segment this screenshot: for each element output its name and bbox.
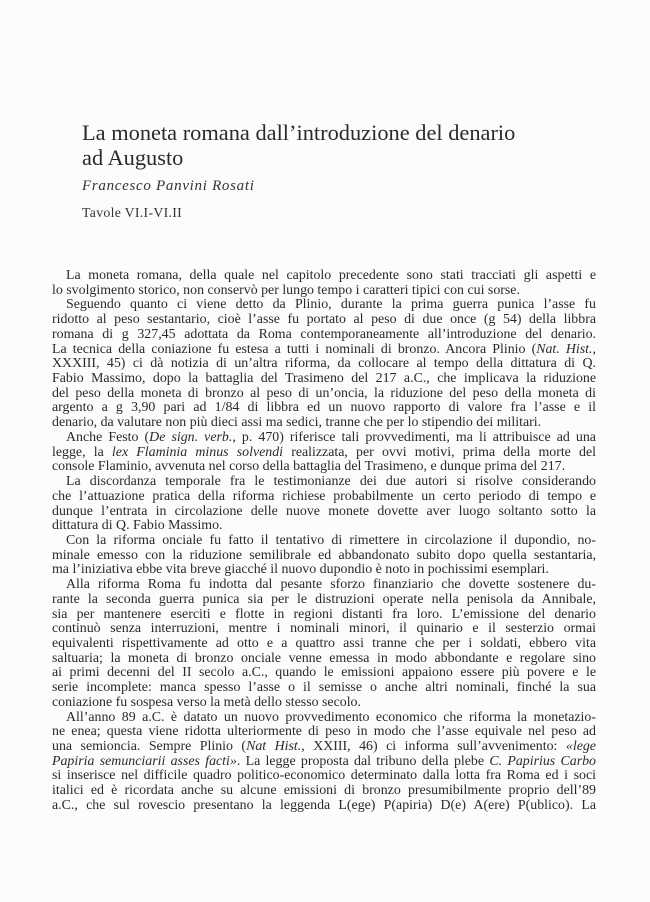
paragraph — [52, 711, 596, 814]
text-line — [52, 475, 596, 490]
text-run: , — [592, 341, 596, 357]
text-line — [52, 284, 596, 299]
text-line — [52, 608, 596, 623]
line-content — [52, 312, 596, 327]
text-run: All’anno 89 a.C. è datato un nuovo provvedimento economico che riforma la monetazio- — [66, 709, 596, 725]
line-content — [52, 651, 596, 666]
text-line — [52, 534, 596, 549]
chapter-title-line: ad Augusto — [82, 144, 184, 170]
text-run: denario, da valutare non più dieci assi ma sedici, tranne che per lo stipendio dei militari. — [52, 415, 542, 431]
text-run: coniazione fu sospesa verso la metà dello stesso secolo. — [52, 694, 361, 710]
line-content — [52, 518, 223, 533]
text-run: equivalenti rispettivamente ad otto e a quattro assi tranne che per i soldati, ebbero vita — [52, 635, 596, 651]
line-content — [52, 459, 565, 474]
text-line — [52, 622, 596, 637]
text-line — [52, 357, 596, 372]
text-line — [52, 769, 596, 784]
text-run: rante la seconda guerra punica sia per le distruzioni operate nella penisola da Annibale, — [52, 591, 596, 607]
paragraph — [52, 475, 596, 534]
text-run: Seguendo quanto ci viene detto da Plinio, durante la prima guerra punica l’asse fu — [66, 297, 596, 313]
text-run: romana di g 327,45 adottata da Roma contemporaneamente all’introduzione del denario. — [52, 326, 596, 342]
line-content — [52, 371, 596, 386]
author-name: Francesco Panvini Rosati — [82, 178, 255, 194]
plates-reference: Tavole VI.I-VI.II — [82, 205, 183, 220]
line-content — [52, 680, 596, 695]
text-run: saltuaria; la moneta di bronzo onciale venne emessa in modo abbondante e regolare sino — [52, 650, 596, 666]
text-run: a.C., che sul rovescio presentano la leggenda L(ege) P(apiria) D(e) A(ere) P(ublico). La — [52, 797, 596, 813]
line-content — [52, 548, 596, 563]
italic-text: Nat. Hist. — [536, 341, 593, 357]
text-run: La discordanza temporale fra le testimonianze dei due autori si risolve considerando — [66, 474, 596, 490]
text-run: del peso della moneta di bronzo al peso di un’oncia, la riduzione del peso della moneta di — [52, 385, 596, 401]
line-content — [52, 636, 596, 651]
chapter-title-line: La moneta romana dall’introduzione del denario — [82, 120, 516, 145]
text-run: una semioncia. Sempre Plinio ( — [52, 739, 247, 754]
text-line — [52, 519, 596, 534]
text-run: ne enea; questa viene ridotta ulteriormente di peso in modo che l’asse equivale nel peso ad — [52, 724, 596, 740]
text-line — [52, 460, 596, 475]
text-line — [52, 549, 596, 564]
line-content — [52, 386, 596, 401]
text-line — [52, 328, 596, 343]
line-content — [52, 607, 596, 622]
line-content — [66, 430, 596, 445]
line-content — [66, 710, 596, 725]
text-line — [52, 696, 596, 711]
line-content — [52, 754, 596, 769]
text-line — [52, 269, 596, 284]
text-line — [52, 578, 596, 593]
text-run: ma l’iniziativa ebbe vita breve giacché il nuovo dupondio è noto in pochissimi esemplari. — [52, 562, 549, 578]
line-content — [52, 783, 596, 798]
text-run: italici ed è ricordata anche su alcune emissioni di bronzo presumibilmente proprio dell’89 — [52, 783, 596, 799]
line-content — [52, 562, 549, 577]
line-content — [52, 356, 596, 371]
text-line — [52, 681, 596, 696]
paragraph — [52, 534, 596, 578]
text-line — [52, 446, 596, 461]
text-run: Alla riforma Roma fu indotta dal pesante sforzo finanziario che dovette sostenere du- — [66, 577, 596, 593]
line-content — [52, 489, 596, 504]
text-run: La moneta romana, della quale nel capitolo precedente sono stati tracciati gli aspetti e — [66, 268, 596, 283]
italic-text: Papiria semunciarii asses facti» — [52, 753, 237, 769]
text-line — [52, 725, 596, 740]
line-content — [52, 445, 596, 460]
text-line — [52, 593, 596, 608]
text-line — [52, 505, 596, 520]
italic-text: lex Flaminia minus solvendi — [111, 444, 284, 460]
line-content — [66, 297, 596, 312]
text-line — [52, 431, 596, 446]
text-run: ai primi decenni del II secolo a.C., quando le emissioni appaiono essere più povere e le — [52, 665, 596, 681]
paragraph — [52, 298, 596, 430]
text-run: lo svolgimento storico, non conservò per lungo tempo i caratteri tipici con cui sorse. — [52, 282, 520, 298]
text-run: serie incomplete: manca spesso l’asse o il semisse o anche altri nominali, finché la sua — [52, 680, 596, 696]
text-run: realizzata, per ovvi motivi, prima della morte del — [283, 444, 596, 460]
line-content — [52, 665, 596, 680]
line-content — [52, 695, 361, 710]
text-line — [52, 387, 596, 402]
italic-text: C. Papirius Carbo — [489, 753, 596, 769]
line-content — [52, 400, 596, 415]
text-line — [52, 563, 596, 578]
text-line — [52, 799, 596, 814]
text-run: XXXIII, 45) ci dà notizia di un’altra riforma, da collocare al tempo della dittatura di Q. — [52, 356, 596, 372]
text-run: minale emesso con la riduzione semilibrale ed abbandonato subito dopo quella sestantaria, — [52, 547, 596, 563]
text-line — [52, 755, 596, 770]
paragraph — [52, 578, 596, 710]
line-content — [66, 533, 596, 548]
line-content — [52, 342, 596, 357]
text-line — [52, 711, 596, 726]
text-run: console Flaminio, avvenuta nel corso della battaglia del Trasimeno, e dunque prima del 217. — [52, 459, 566, 475]
text-line — [52, 490, 596, 505]
line-content — [52, 504, 596, 519]
line-content — [52, 327, 596, 342]
text-line — [52, 652, 596, 667]
text-line — [52, 313, 596, 328]
body-text — [52, 269, 596, 814]
line-content — [66, 474, 596, 489]
line-content — [52, 592, 596, 607]
italic-text: Nat Hist. — [246, 739, 302, 754]
text-line — [52, 637, 596, 652]
text-run: , XXIII, 46) ci informa sull’avvenimento: — [301, 739, 566, 754]
text-run: La tecnica della coniazione fu estesa a tutti i nominali di bronzo. Ancora Plinio ( — [52, 341, 537, 357]
line-content — [52, 739, 596, 754]
text-run: legge, la — [52, 444, 112, 460]
text-run: Anche Festo ( — [66, 429, 150, 445]
text-run: Fabio Massimo, dopo la battaglia del Trasimeno del 217 a.C., che implicava la riduzione — [52, 371, 596, 387]
paragraph — [52, 431, 596, 475]
line-content — [52, 798, 596, 813]
line-content — [52, 724, 596, 739]
text-run: dunque l’entrata in circolazione delle nuove monete dovette aver luogo soltanto sotto la — [52, 503, 596, 519]
text-line — [52, 740, 596, 755]
chapter-title — [82, 121, 515, 170]
text-line — [52, 666, 596, 681]
text-run: , p. 470) riferisce tali provvedimenti, ma li attribuisce ad una — [232, 429, 596, 445]
line-content — [52, 768, 596, 783]
line-content — [66, 268, 596, 283]
text-run: che l’attuazione pratica della riforma richiese probabilmente un certo periodo di tempo e — [52, 488, 596, 504]
paragraph — [52, 269, 596, 298]
text-run: dittatura di Q. Fabio Massimo. — [52, 518, 223, 534]
line-content — [66, 577, 596, 592]
text-line — [52, 784, 596, 799]
text-line — [52, 343, 596, 358]
text-line — [52, 401, 596, 416]
text-run: si inserisce nel difficile quadro politico-economico determinato dalla lotta fra Roma ed i soci — [52, 768, 596, 784]
text-run: . La legge proposta dal tribuno della plebe — [236, 753, 490, 769]
italic-text: De sign. verb. — [149, 429, 233, 445]
text-line — [52, 298, 596, 313]
text-run: ridotto al peso sestantario, cioè l’asse fu portato al peso di due once (g 54) della libbra — [52, 312, 596, 328]
text-run: Con la riforma onciale fu fatto il tentativo di rimettere in circolazione il dupondio, no- — [66, 532, 596, 548]
line-content — [52, 415, 541, 430]
text-line — [52, 416, 596, 431]
text-line — [52, 372, 596, 387]
italic-text: «lege — [565, 739, 596, 754]
text-run: sia per mantenere eserciti e flotte in regioni distanti fra loro. L’emissione del denario — [52, 606, 596, 622]
line-content — [52, 621, 596, 636]
line-content — [52, 283, 520, 298]
text-run: argento a g 3,90 pari ad 1/84 di libbra ed un nuovo rapporto di valore fra l’asse e il — [52, 400, 596, 416]
text-run: continuò senza interruzioni, mentre i nominali minori, il quinario e il sesterzio ormai — [52, 621, 596, 637]
